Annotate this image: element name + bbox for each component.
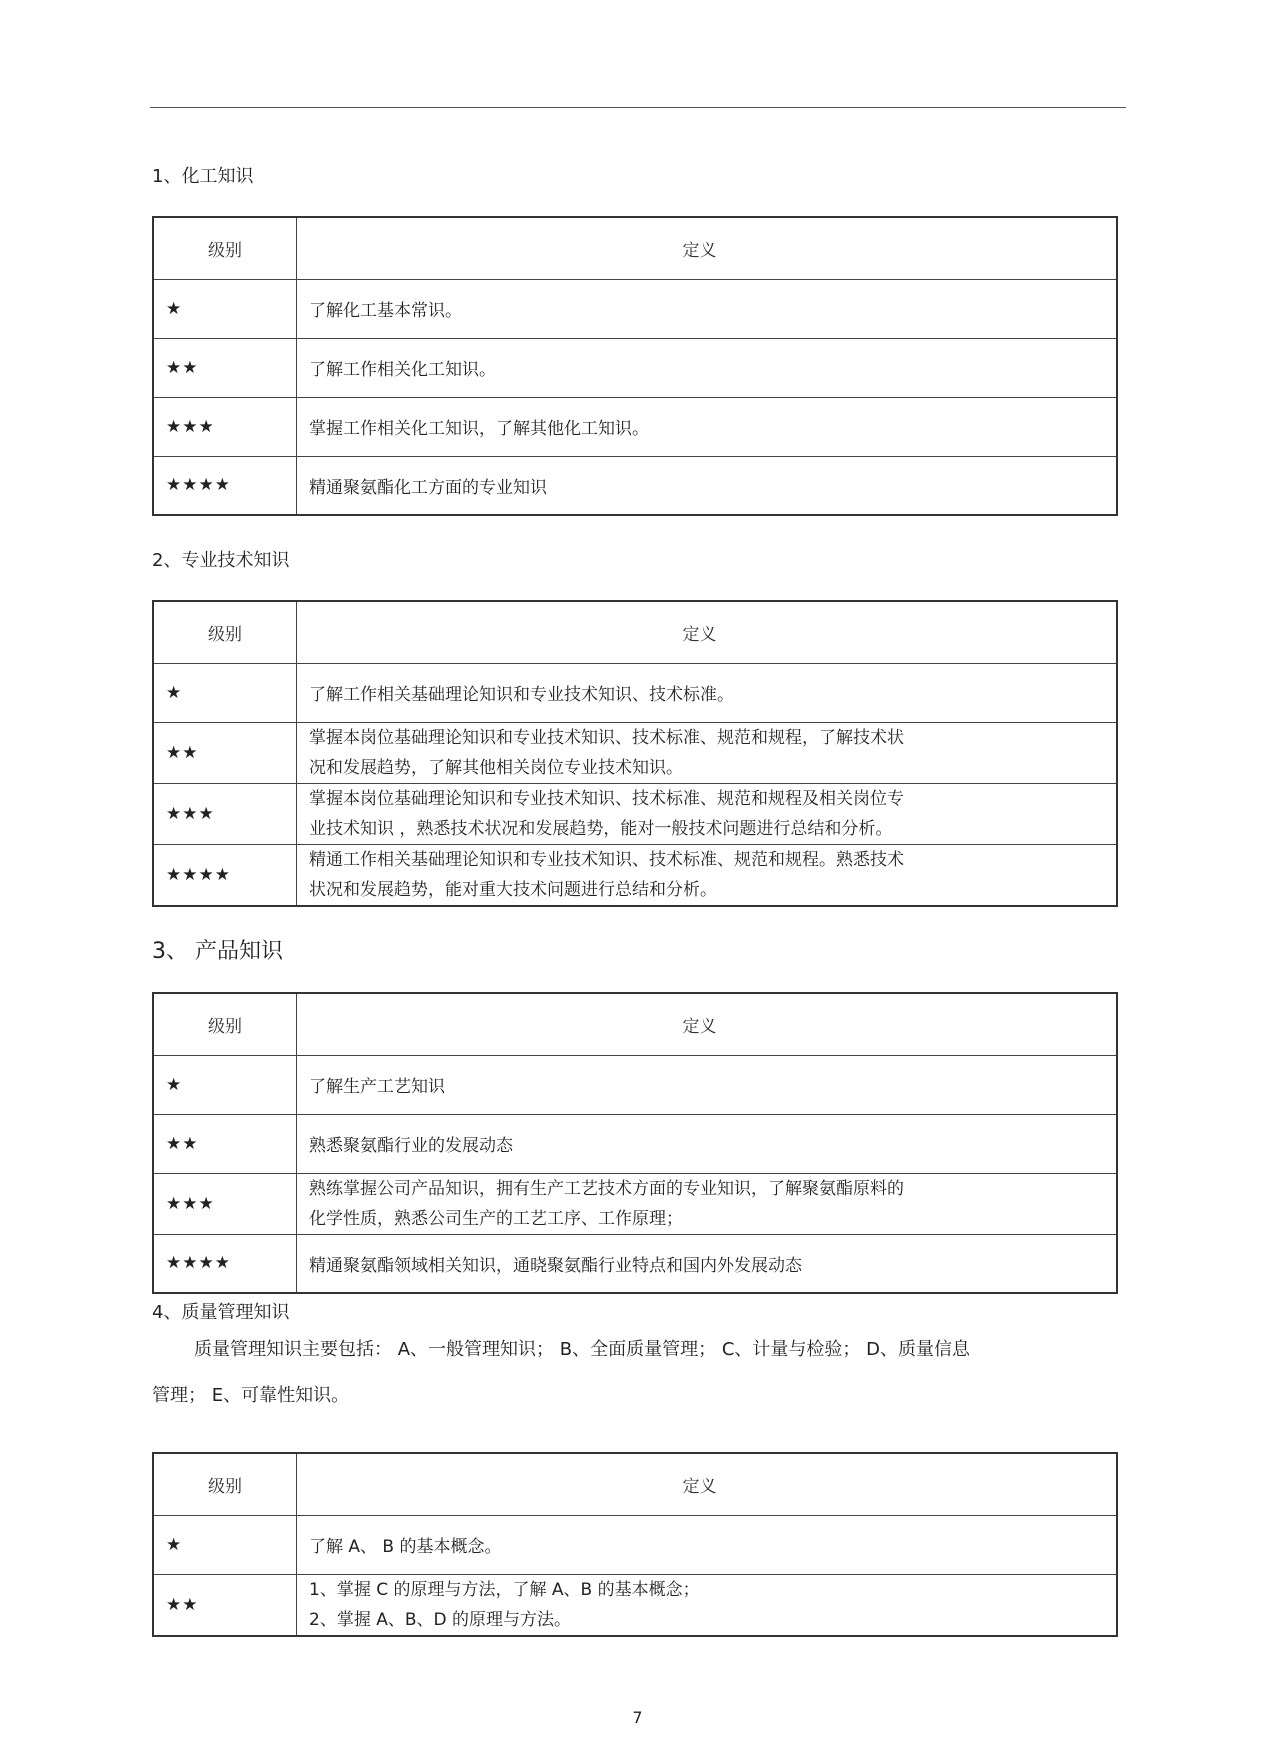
level-definition: [297, 456, 1118, 515]
definition-line: 况和发展趋势，了解其他相关岗位专业技术知识。: [309, 757, 683, 778]
table-header-row: [153, 217, 1117, 279]
table-row: [153, 1574, 1117, 1636]
level-definition: [297, 722, 1118, 783]
level-stars: ★: [153, 663, 297, 722]
level-stars: ★★★★: [153, 456, 297, 515]
definition-line: 了解化工基本常识。: [309, 301, 462, 321]
col-header-level: 级别: [153, 601, 297, 663]
col-header-definition: 定义: [297, 993, 1118, 1055]
definition-line: 2、掌握 A、B、D 的原理与方法。: [309, 1609, 572, 1630]
level-stars: ★★★★: [153, 844, 297, 906]
table-chemical-knowledge: [152, 216, 1118, 516]
table-row: [153, 722, 1117, 783]
table-row: [153, 397, 1117, 456]
definition-line: 了解生产工艺知识: [309, 1077, 445, 1097]
level-definition: [297, 783, 1118, 844]
definition-line: 1、掌握 C 的原理与方法，了解 A、B 的基本概念；: [309, 1579, 700, 1600]
level-stars: ★: [153, 1055, 297, 1114]
table-row: [153, 456, 1117, 515]
section-heading-technical: 2、专业技术知识: [152, 550, 290, 571]
level-stars: ★★: [153, 1114, 297, 1173]
level-definition: [297, 1055, 1118, 1114]
quality-intro-paragraph: [152, 1327, 1120, 1419]
level-stars: ★: [153, 279, 297, 338]
col-header-definition: 定义: [297, 1453, 1118, 1515]
section-heading-quality: 4、质量管理知识: [152, 1302, 290, 1323]
table-row: [153, 1173, 1117, 1234]
level-stars: ★★: [153, 1574, 297, 1636]
col-header-definition: 定义: [297, 217, 1118, 279]
level-definition: [297, 1173, 1118, 1234]
table-row: [153, 279, 1117, 338]
section-heading-product: 3、 产品知识: [152, 939, 283, 964]
table-row: [153, 1114, 1117, 1173]
level-stars: ★★: [153, 338, 297, 397]
definition-line: 熟练掌握公司产品知识，拥有生产工艺技术方面的专业知识，了解聚氨酯原料的: [309, 1178, 904, 1199]
definition-line: 掌握本岗位基础理论知识和专业技术知识、技术标准、规范和规程及相关岗位专: [309, 788, 904, 809]
level-definition: [297, 663, 1118, 722]
level-stars: ★★★: [153, 397, 297, 456]
level-definition: [297, 1574, 1118, 1636]
definition-line: 熟悉聚氨酯行业的发展动态: [309, 1136, 513, 1156]
level-stars: ★★★★: [153, 1234, 297, 1293]
header-rule: [150, 107, 1126, 108]
section-heading-chemical: 1、化工知识: [152, 166, 254, 187]
level-stars: ★★★: [153, 1173, 297, 1234]
level-definition: [297, 338, 1118, 397]
table-row: [153, 663, 1117, 722]
definition-line: 业技术知识 ，熟悉技术状况和发展趋势，能对一般技术问题进行总结和分析。: [309, 818, 893, 839]
page-number: 7: [632, 1708, 643, 1727]
level-definition: [297, 1234, 1118, 1293]
table-row: [153, 338, 1117, 397]
level-stars: ★★: [153, 722, 297, 783]
table-row: [153, 844, 1117, 906]
col-header-definition: 定义: [297, 601, 1118, 663]
level-definition: [297, 397, 1118, 456]
definition-line: 了解工作相关化工知识。: [309, 360, 496, 380]
table-quality-knowledge: [152, 1452, 1118, 1637]
table-row: [153, 1234, 1117, 1293]
table-technical-knowledge: [152, 600, 1118, 907]
table-row: [153, 1515, 1117, 1574]
col-header-level: 级别: [153, 1453, 297, 1515]
definition-line: 精通聚氨酯化工方面的专业知识: [309, 477, 547, 498]
paragraph-line: 管理； E、可靠性知识。: [152, 1385, 350, 1406]
table-row: [153, 1055, 1117, 1114]
definition-line: 了解 A、 B 的基本概念。: [309, 1537, 502, 1557]
col-header-level: 级别: [153, 993, 297, 1055]
definition-line: 了解工作相关基础理论知识和专业技术知识、技术标准。: [309, 685, 734, 705]
definition-line: 掌握工作相关化工知识，了解其他化工知识。: [309, 419, 649, 439]
table-header-row: [153, 1453, 1117, 1515]
level-definition: [297, 1114, 1118, 1173]
definition-line: 精通工作相关基础理论知识和专业技术知识、技术标准、规范和规程。熟悉技术: [309, 849, 904, 870]
table-header-row: [153, 993, 1117, 1055]
col-header-level: 级别: [153, 217, 297, 279]
level-stars: ★: [153, 1515, 297, 1574]
level-definition: [297, 844, 1118, 906]
level-definition: [297, 1515, 1118, 1574]
paragraph-line: 质量管理知识主要包括： A、一般管理知识； B、全面质量管理； C、计量与检验； D、质量信息: [194, 1339, 970, 1360]
definition-line: 化学性质，熟悉公司生产的工艺工序、工作原理；: [309, 1208, 683, 1229]
definition-line: 精通聚氨酯领域相关知识，通晓聚氨酯行业特点和国内外发展动态: [309, 1255, 802, 1276]
level-definition: [297, 279, 1118, 338]
table-header-row: [153, 601, 1117, 663]
table-product-knowledge: [152, 992, 1118, 1294]
definition-line: 状况和发展趋势，能对重大技术问题进行总结和分析。: [309, 879, 717, 900]
level-stars: ★★★: [153, 783, 297, 844]
definition-line: 掌握本岗位基础理论知识和专业技术知识、技术标准、规范和规程，了解技术状: [309, 727, 904, 748]
table-row: [153, 783, 1117, 844]
